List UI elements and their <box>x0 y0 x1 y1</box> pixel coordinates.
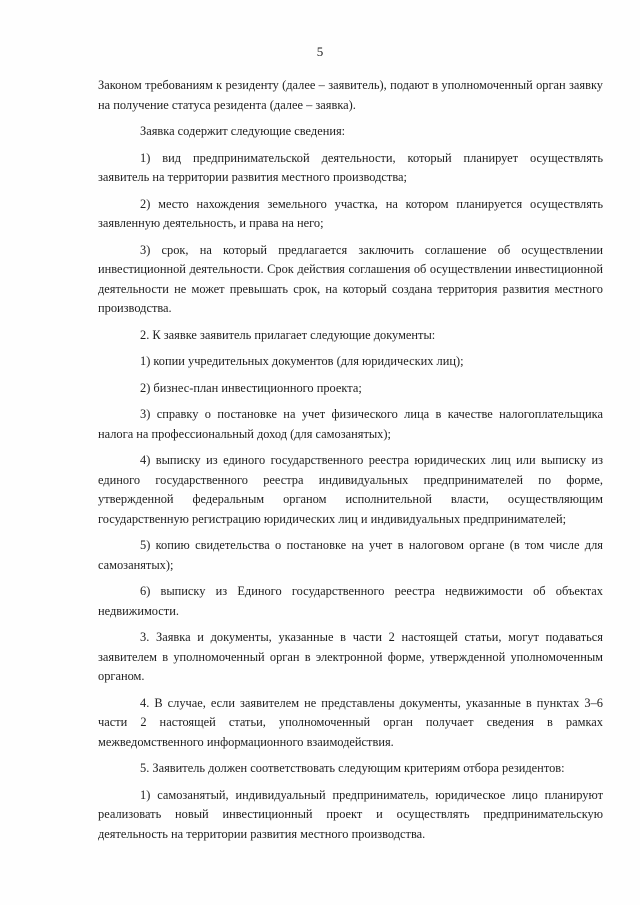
list-item-tax-certificate: 3) справку о постановке на учет физического лица в качестве налогоплательщика налога на профессиональный доход (для самозанятых); <box>98 407 603 441</box>
document-body <box>98 76 603 851</box>
list-item-agreement-term: 3) срок, на который предлагается заключить соглашение об осуществлении инвестиционной деятельности. Срок действия соглашения об осуществлении инвестиционной деятельности не может превышать срок, на который создана территория развития местного производства. <box>98 242 603 315</box>
paragraph-attached-documents: 2. К заявке заявитель прилагает следующие документы: <box>140 327 436 342</box>
list-item-tax-registration-copy: 5) копию свидетельства о постановке на учет в налоговом органе (в том числе для самозанятых); <box>98 538 603 572</box>
list-item-registry-extract: 4) выписку из единого государственного реестра юридических лиц или выписку из единого государственного реестра индивидуальных предпринимателей по форме, утвержденной федеральным органом исполнительной власти, осуществляющим государственную регистрацию юридических лиц и индивидуальных предпринимателей; <box>98 453 603 526</box>
list-item-business-plan: 2) бизнес-план инвестиционного проекта; <box>140 380 362 395</box>
list-item-founding-documents: 1) копии учредительных документов (для юридических лиц); <box>140 354 464 368</box>
list-item-real-estate-extract: 6) выписку из Единого государственного реестра недвижимости об объектах недвижимости. <box>98 584 603 618</box>
list-item-new-investment-project: 1) самозанятый, индивидуальный предприниматель, юридическое лицо планируют реализовать новый инвестиционный проект и осуществлять предпринимательскую деятельность на территории развития местного производства. <box>98 787 603 841</box>
list-item-activity-type: 1) вид предпринимательской деятельности, который планирует осуществлять заявитель на территории развития местного производства; <box>98 150 603 184</box>
paragraph-electronic-submission: 3. Заявка и документы, указанные в части 2 настоящей статьи, могут подаваться заявителем в уполномоченный орган в электронной форме, утвержденной уполномоченным органом. <box>98 630 603 683</box>
paragraph-application-contents: Заявка содержит следующие сведения: <box>140 124 346 138</box>
paragraph-interagency-interaction: 4. В случае, если заявителем не представлены документы, указанные в пунктах 3–6 части 2 настоящей статьи, уполномоченный орган получает сведения в рамках межведомственного информационного взаимодействия. <box>98 695 603 749</box>
list-item-land-location: 2) место нахождения земельного участка, на котором планируется осуществлять заявленную деятельность, и права на него; <box>98 196 603 230</box>
paragraph-continuation: Законом требованиям к резиденту (далее – заявитель), подают в уполномоченный орган заявку на получение статуса резидента (далее – заявка). <box>98 78 603 112</box>
page-number: 5 <box>316 44 324 59</box>
paragraph-selection-criteria: 5. Заявитель должен соответствовать следующим критериям отбора резидентов: <box>140 761 565 775</box>
